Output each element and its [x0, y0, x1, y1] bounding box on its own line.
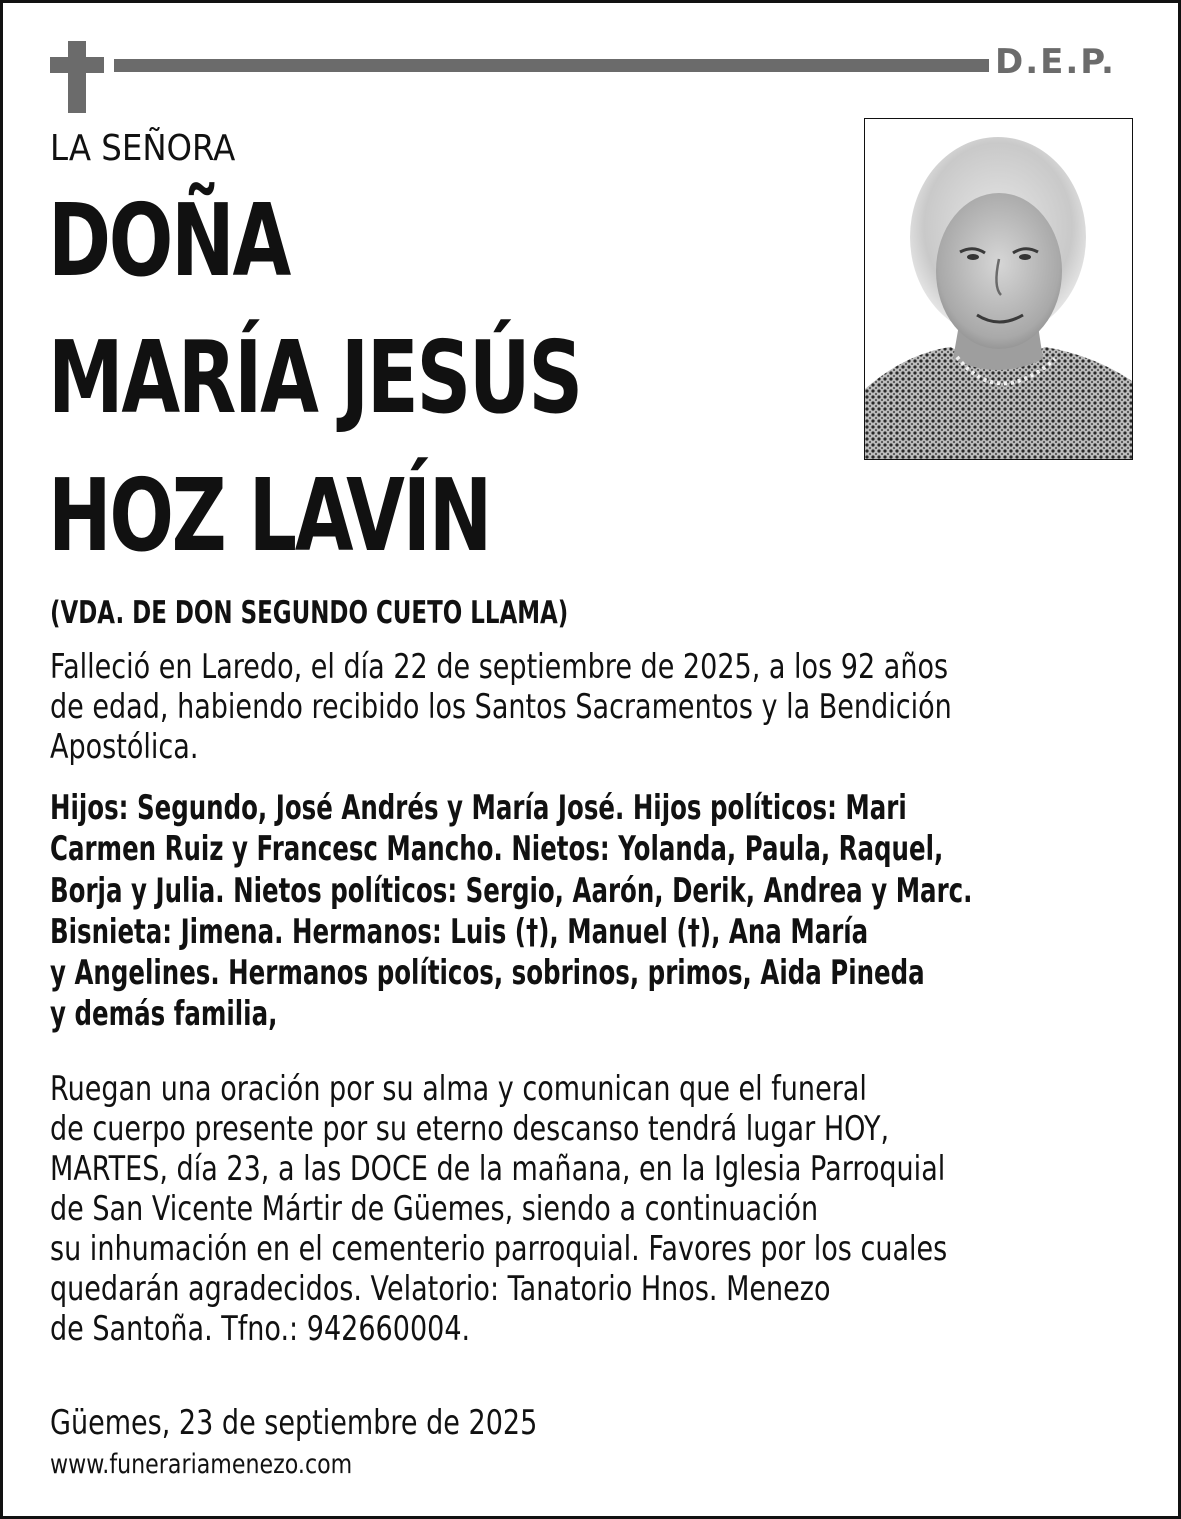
- paragraph-line: de Santoña. Tfno.: 942660004.: [50, 1309, 471, 1349]
- paragraph-line: Apostólica.: [50, 727, 199, 767]
- family-paragraph: [50, 788, 1181, 1036]
- paragraph-line: Bisnieta: Jimena. Hermanos: Luis (†), Manuel (†), Ana María: [50, 911, 869, 952]
- place-date-text: Güemes, 23 de septiembre de 2025: [50, 1403, 538, 1443]
- paragraph-line: MARTES, día 23, a las DOCE de la mañana, en la Iglesia Parroquial: [50, 1149, 946, 1189]
- deceased-name-line: MARÍA JESÚS: [48, 319, 581, 436]
- portrait-image: [865, 119, 1132, 459]
- cross-icon: [50, 41, 104, 113]
- paragraph-line: de San Vicente Mártir de Güemes, siendo a continuación: [50, 1189, 819, 1229]
- header-rule: [114, 59, 989, 72]
- paragraph-line: Hijos: Segundo, José Andrés y María José. Hijos políticos: Mari: [50, 788, 907, 828]
- paragraph-line: Carmen Ruiz y Francesc Mancho. Nietos: Yolanda, Paula, Raquel,: [50, 829, 944, 870]
- widow-of-line: (VDA. DE DON SEGUNDO CUETO LLAMA): [50, 595, 569, 631]
- deceased-portrait: [864, 118, 1133, 460]
- paragraph-line: Falleció en Laredo, el día 22 de septiembre de 2025, a los 92 años: [50, 647, 949, 687]
- paragraph-line: Ruegan una oración por su alma y comunican que el funeral: [50, 1069, 867, 1109]
- paragraph-line: quedarán agradecidos. Velatorio: Tanatorio Hnos. Menezo: [50, 1269, 831, 1309]
- dep-label: D.E.P.: [995, 42, 1116, 82]
- paragraph-line: su inhumación en el cementerio parroquial. Favores por los cuales: [50, 1229, 948, 1269]
- paragraph-line: y demás familia,: [50, 994, 278, 1035]
- paragraph-line: y Angelines. Hermanos políticos, sobrinos, primos, Aida Pineda: [50, 953, 925, 994]
- death-paragraph: [50, 647, 1181, 767]
- funeral-paragraph: [50, 1069, 1179, 1349]
- place-date: [50, 1403, 663, 1443]
- deceased-name-line: HOZ LAVÍN: [48, 457, 491, 574]
- paragraph-line: Borja y Julia. Nietos políticos: Sergio, Aarón, Derik, Andrea y Marc.: [50, 870, 973, 911]
- website-link[interactable]: www.funerariamenezo.com: [50, 1449, 353, 1480]
- title-prefix: LA SEÑORA: [50, 128, 236, 169]
- deceased-name-line: DOÑA: [48, 182, 290, 299]
- paragraph-line: de edad, habiendo recibido los Santos Sacramentos y la Bendición: [50, 687, 952, 727]
- paragraph-line: de cuerpo presente por su eterno descanso tendrá lugar HOY,: [50, 1109, 890, 1149]
